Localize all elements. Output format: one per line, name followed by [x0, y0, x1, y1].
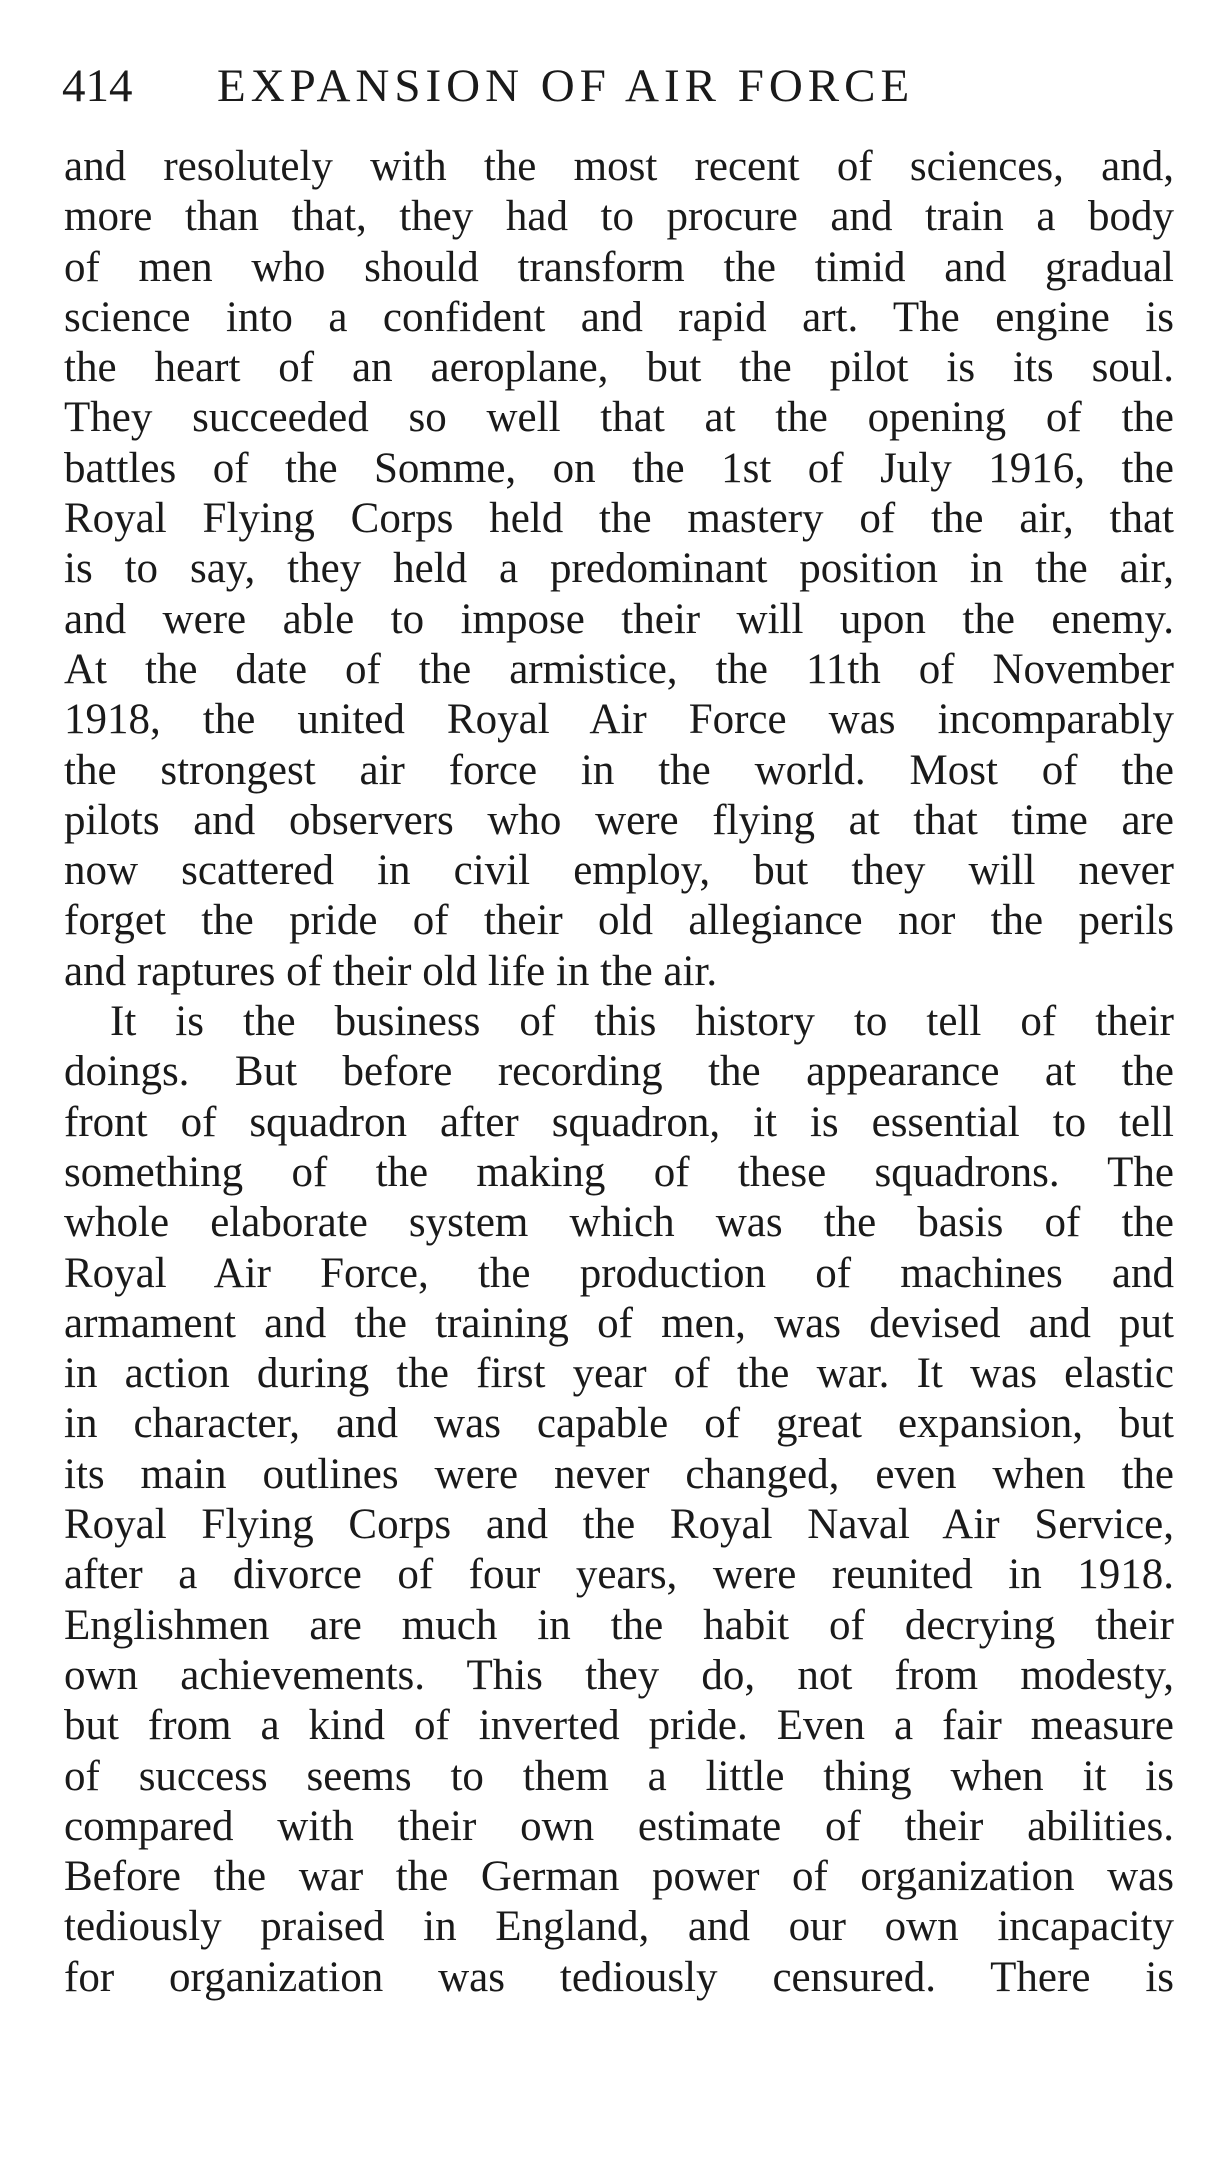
text-line: its main outlines were never changed, even when the [64, 1450, 1174, 1498]
text-line: pilots and observers who were flying at that time are [64, 796, 1174, 844]
text-line: doings. But before recording the appearance at the [64, 1048, 1174, 1096]
paragraph [64, 142, 1174, 997]
text-line: Englishmen are much in the habit of decrying their [64, 1601, 1174, 1649]
text-line: but from a kind of inverted pride. Even a fair measure [64, 1702, 1174, 1750]
text-line: They succeeded so well that at the opening of the [64, 394, 1174, 442]
text-line: after a divorce of four years, were reunited in 1918. [64, 1551, 1174, 1599]
text-line: the strongest air force in the world. Most of the [64, 746, 1174, 794]
text-line: forget the pride of their old allegiance nor the perils [64, 897, 1174, 945]
text-line: Royal Flying Corps and the Royal Naval Air Service, [64, 1501, 1174, 1549]
text-line: of success seems to them a little thing when it is [64, 1752, 1174, 1800]
text-line: Before the war the German power of organization was [64, 1853, 1174, 1901]
text-line: and were able to impose their will upon the enemy. [64, 595, 1174, 643]
text-line: and raptures of their old life in the air. [64, 947, 718, 995]
text-line: now scattered in civil employ, but they will never [64, 847, 1174, 895]
text-line: of men who should transform the timid and gradual [64, 243, 1174, 291]
text-line: and resolutely with the most recent of sciences, and, [64, 143, 1174, 190]
running-head: EXPANSION OF AIR FORCE [217, 60, 915, 112]
text-line: something of the making of these squadrons. The [64, 1148, 1174, 1196]
text-line: front of squadron after squadron, it is essential to tell [64, 1098, 1174, 1146]
text-line: whole elaborate system which was the basis of the [64, 1199, 1174, 1247]
text-line: tediously praised in England, and our own incapacity [64, 1903, 1174, 1951]
text-line: is to say, they held a predominant position in the air, [64, 545, 1174, 593]
page-number: 414 [62, 60, 133, 112]
text-line: 1918, the united Royal Air Force was incomparably [64, 696, 1174, 744]
text-line: for organization was tediously censured. There is [64, 1953, 1174, 2001]
text-line: science into a confident and rapid art. The engine is [64, 293, 1174, 341]
text-line: in action during the first year of the war. It was elastic [64, 1350, 1174, 1398]
paragraph [64, 997, 1174, 2003]
text-line: own achievements. This they do, not from modesty, [64, 1651, 1174, 1699]
text-line: in character, and was capable of great expansion, but [64, 1400, 1174, 1448]
body-text [64, 142, 1174, 2003]
text-line: compared with their own estimate of their abilities. [64, 1802, 1174, 1850]
text-line: Royal Flying Corps held the mastery of the air, that [64, 495, 1174, 543]
text-line: At the date of the armistice, the 11th of November [64, 645, 1174, 693]
text-line: It is the business of this history to tell of their [110, 998, 1174, 1046]
text-line: more than that, they had to procure and train a body [64, 193, 1174, 241]
text-line: Royal Air Force, the production of machines and [64, 1249, 1174, 1297]
page-header [62, 56, 1182, 116]
text-line: the heart of an aeroplane, but the pilot is its soul. [64, 344, 1174, 392]
text-line: armament and the training of men, was devised and put [64, 1299, 1174, 1347]
text-line: battles of the Somme, on the 1st of July 1916, the [64, 444, 1174, 492]
